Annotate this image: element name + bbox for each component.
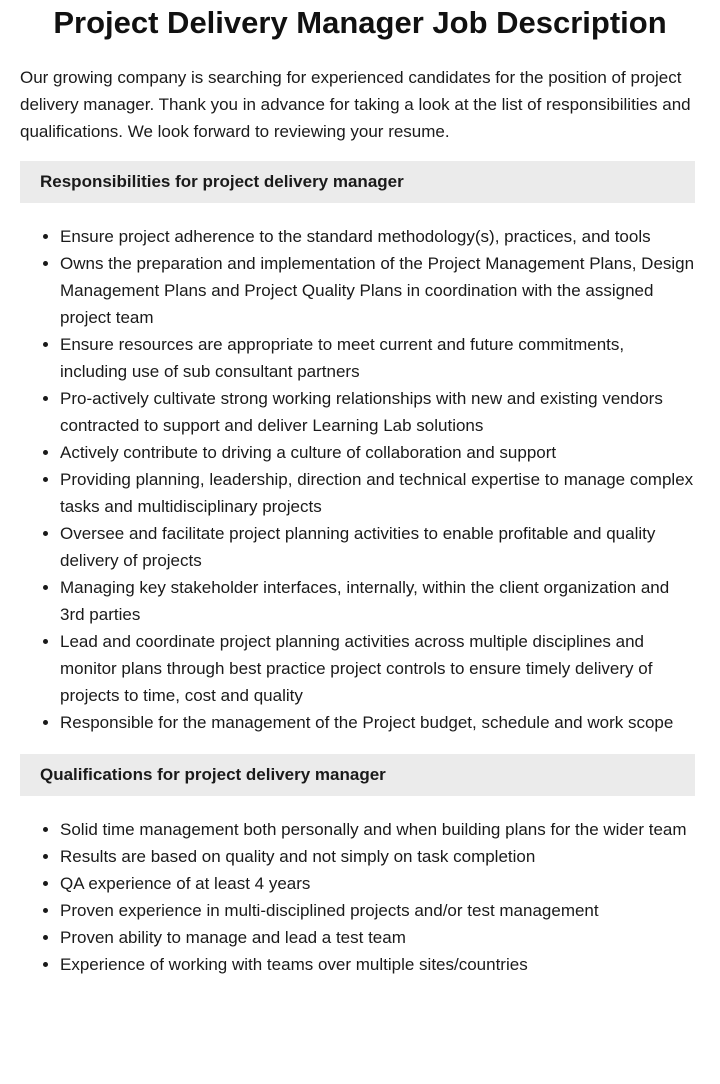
qualifications-heading: Qualifications for project delivery manager: [20, 754, 695, 796]
qualifications-list: [20, 816, 695, 978]
responsibilities-heading: Responsibilities for project delivery manager: [20, 161, 695, 203]
list-item: • Ensure resources are appropriate to meet current and future commitments, including use of sub consultant partners: [60, 331, 695, 385]
list-item: • QA experience of at least 4 years: [60, 870, 695, 897]
list-item: • Actively contribute to driving a culture of collaboration and support: [60, 439, 695, 466]
list-item: • Pro-actively cultivate strong working relationships with new and existing vendors contracted to support and deliver Learning Lab solutions: [60, 385, 695, 439]
list-item: • Responsible for the management of the Project budget, schedule and work scope: [60, 709, 695, 736]
list-item: • Owns the preparation and implementation of the Project Management Plans, Design Management Plans and Project Quality Plans in coordination with the assigned project team: [60, 250, 695, 331]
list-item: • Results are based on quality and not simply on task completion: [60, 843, 695, 870]
page-title: Project Delivery Manager Job Description: [53, 5, 667, 40]
list-item: • Providing planning, leadership, direction and technical expertise to manage complex tasks and multidisciplinary projects: [60, 466, 695, 520]
list-item: • Proven ability to manage and lead a test team: [60, 924, 695, 951]
list-item: • Managing key stakeholder interfaces, internally, within the client organization and 3rd parties: [60, 574, 695, 628]
list-item: • Experience of working with teams over multiple sites/countries: [60, 951, 695, 978]
responsibilities-list: [20, 223, 695, 736]
list-item: • Oversee and facilitate project planning activities to enable profitable and quality delivery of projects: [60, 520, 695, 574]
list-item: • Proven experience in multi-disciplined projects and/or test management: [60, 897, 695, 924]
intro-paragraph: Our growing company is searching for experienced candidates for the position of project delivery manager. Thank you in advance for taking a look at the list of responsibilities and qualifications. We look forward to reviewing your resume.: [20, 68, 691, 141]
list-item: • Lead and coordinate project planning activities across multiple disciplines and monitor plans through best practice project controls to ensure timely delivery of projects to time, cost and quality: [60, 628, 695, 709]
list-item: • Solid time management both personally and when building plans for the wider team: [60, 816, 695, 843]
list-item: • Ensure project adherence to the standard methodology(s), practices, and tools: [60, 223, 695, 250]
